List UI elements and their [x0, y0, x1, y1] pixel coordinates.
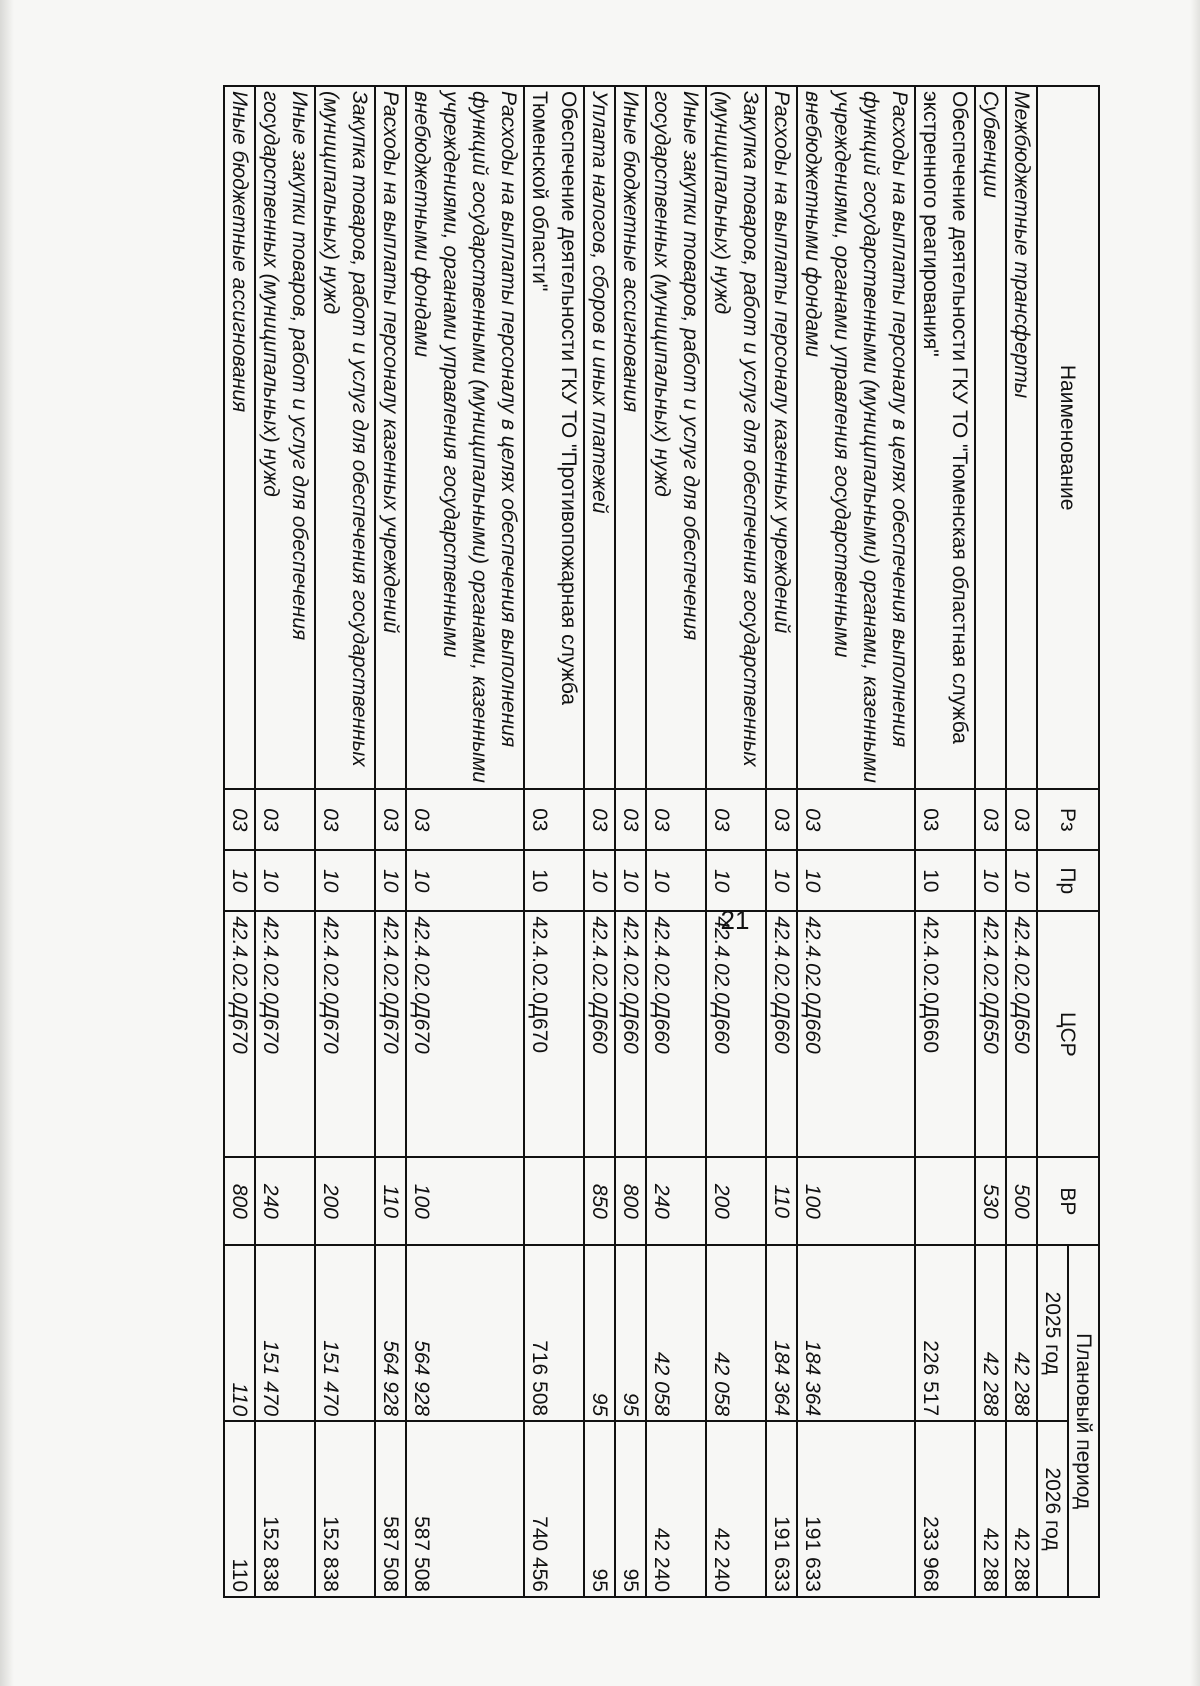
cell-vr: 850 — [584, 1157, 615, 1245]
cell-v2025: 42 058 — [646, 1245, 706, 1421]
cell-pr: 10 — [615, 850, 646, 911]
cell-rz: 03 — [797, 789, 915, 850]
page-number: 21 — [720, 905, 750, 935]
cell-vr: 100 — [797, 1157, 915, 1245]
cell-pr: 10 — [766, 850, 797, 911]
cell-rz: 03 — [584, 789, 615, 850]
cell-v2026: 42 240 — [706, 1421, 766, 1597]
budget-table — [223, 85, 1100, 1598]
cell-v2025: 42 058 — [706, 1245, 766, 1421]
cell-csr: 42.4.02.0Д650 — [1006, 911, 1037, 1157]
table-row — [524, 86, 584, 1597]
cell-vr — [915, 1157, 975, 1245]
cell-pr: 10 — [224, 850, 255, 911]
cell-rz: 03 — [315, 789, 375, 850]
cell-v2026: 740 456 — [524, 1421, 584, 1597]
cell-vr: 110 — [375, 1157, 406, 1245]
cell-name: Закупка товаров, работ и услуг для обеспечения государственных (муниципальных) нужд — [315, 86, 375, 789]
scan-edge-left — [0, 0, 14, 1686]
cell-rz: 03 — [255, 789, 315, 850]
cell-v2025: 151 470 — [255, 1245, 315, 1421]
cell-v2026: 191 633 — [797, 1421, 915, 1597]
cell-v2026: 587 508 — [406, 1421, 524, 1597]
cell-v2026: 95 — [615, 1421, 646, 1597]
cell-rz: 03 — [524, 789, 584, 850]
cell-csr: 42.4.02.0Д670 — [406, 911, 524, 1157]
cell-rz: 03 — [766, 789, 797, 850]
cell-csr: 42.4.02.0Д660 — [797, 911, 915, 1157]
cell-vr: 110 — [766, 1157, 797, 1245]
cell-csr: 42.4.02.0Д670 — [524, 911, 584, 1157]
cell-v2026: 152 838 — [315, 1421, 375, 1597]
header-csr: ЦСР — [1037, 911, 1099, 1157]
cell-pr: 10 — [315, 850, 375, 911]
cell-pr: 10 — [646, 850, 706, 911]
cell-csr: 42.4.02.0Д660 — [915, 911, 975, 1157]
cell-rz: 03 — [224, 789, 255, 850]
cell-pr: 10 — [797, 850, 915, 911]
scan-edge-right — [1190, 0, 1200, 1686]
table-row — [406, 86, 524, 1597]
cell-v2025: 42 288 — [975, 1245, 1006, 1421]
header-vr: ВР — [1037, 1157, 1099, 1245]
cell-pr: 10 — [915, 850, 975, 911]
cell-vr: 200 — [315, 1157, 375, 1245]
header-pr: Пр — [1037, 850, 1099, 911]
cell-csr: 42.4.02.0Д670 — [375, 911, 406, 1157]
cell-name: Иные бюджетные ассигнования — [224, 86, 255, 789]
cell-name: Расходы на выплаты персоналу казенных учреждений — [375, 86, 406, 789]
table-row — [584, 86, 615, 1597]
cell-pr: 10 — [975, 850, 1006, 911]
header-name: Наименование — [1037, 86, 1099, 789]
cell-csr: 42.4.02.0Д660 — [706, 911, 766, 1157]
cell-vr: 530 — [975, 1157, 1006, 1245]
header-rz: Рз — [1037, 789, 1099, 850]
cell-rz: 03 — [915, 789, 975, 850]
cell-rz: 03 — [615, 789, 646, 850]
cell-rz: 03 — [706, 789, 766, 850]
cell-v2026: 152 838 — [255, 1421, 315, 1597]
cell-v2025: 184 364 — [766, 1245, 797, 1421]
cell-name: Расходы на выплаты персоналу в целях обеспечения выполнения функций государственными (муниципальными) органами, казенными учреждениями, органами управления государственными внебюджетными фондами — [406, 86, 524, 789]
cell-csr: 42.4.02.0Д660 — [646, 911, 706, 1157]
table-row — [797, 86, 915, 1597]
cell-rz: 03 — [975, 789, 1006, 850]
cell-vr: 240 — [646, 1157, 706, 1245]
header-2026: 2026 год — [1037, 1421, 1068, 1597]
cell-name: Закупка товаров, работ и услуг для обеспечения государственных (муниципальных) нужд — [706, 86, 766, 789]
cell-name: Обеспечение деятельности ГКУ ТО "Противопожарная служба Тюменской области" — [524, 86, 584, 789]
cell-vr: 800 — [615, 1157, 646, 1245]
table-row — [975, 86, 1006, 1597]
cell-csr: 42.4.02.0Д660 — [766, 911, 797, 1157]
table-row — [646, 86, 706, 1597]
cell-name: Субвенции — [975, 86, 1006, 789]
header-2025: 2025 год — [1037, 1245, 1068, 1421]
cell-pr: 10 — [255, 850, 315, 911]
cell-csr: 42.4.02.0Д670 — [315, 911, 375, 1157]
table-row — [1006, 86, 1037, 1597]
rotated-page — [75, 85, 1100, 1598]
table-body — [224, 86, 1037, 1597]
cell-name: Уплата налогов, сборов и иных платежей — [584, 86, 615, 789]
cell-name: Межбюджетные трансферты — [1006, 86, 1037, 789]
cell-pr: 10 — [1006, 850, 1037, 911]
cell-v2026: 110 — [224, 1421, 255, 1597]
cell-vr: 100 — [406, 1157, 524, 1245]
cell-v2025: 42 288 — [1006, 1245, 1037, 1421]
cell-csr: 42.4.02.0Д660 — [615, 911, 646, 1157]
table-row — [224, 86, 255, 1597]
cell-v2025: 716 508 — [524, 1245, 584, 1421]
cell-v2025: 564 928 — [406, 1245, 524, 1421]
cell-rz: 03 — [375, 789, 406, 850]
cell-pr: 10 — [584, 850, 615, 911]
table-row — [766, 86, 797, 1597]
cell-csr: 42.4.02.0Д670 — [224, 911, 255, 1157]
cell-pr: 10 — [706, 850, 766, 911]
cell-vr: 800 — [224, 1157, 255, 1245]
cell-name: Иные закупки товаров, работ и услуг для обеспечения государственных (муниципальных) нужд — [646, 86, 706, 789]
cell-vr: 200 — [706, 1157, 766, 1245]
cell-pr: 10 — [406, 850, 524, 911]
cell-v2025: 226 517 — [915, 1245, 975, 1421]
cell-vr: 240 — [255, 1157, 315, 1245]
cell-rz: 03 — [406, 789, 524, 850]
cell-pr: 10 — [375, 850, 406, 911]
cell-v2026: 42 288 — [1006, 1421, 1037, 1597]
cell-name: Расходы на выплаты персоналу в целях обеспечения выполнения функций государственными (муниципальными) органами, казенными учреждениями, органами управления государственными внебюджетными фондами — [797, 86, 915, 789]
cell-rz: 03 — [1006, 789, 1037, 850]
cell-name: Расходы на выплаты персоналу казенных учреждений — [766, 86, 797, 789]
header-period: Плановый период — [1068, 1245, 1099, 1597]
table-row — [706, 86, 766, 1597]
cell-v2025: 151 470 — [315, 1245, 375, 1421]
cell-v2026: 191 633 — [766, 1421, 797, 1597]
cell-rz: 03 — [646, 789, 706, 850]
cell-csr: 42.4.02.0Д670 — [255, 911, 315, 1157]
cell-vr — [524, 1157, 584, 1245]
cell-csr: 42.4.02.0Д650 — [975, 911, 1006, 1157]
cell-v2025: 110 — [224, 1245, 255, 1421]
cell-v2026: 42 240 — [646, 1421, 706, 1597]
cell-v2026: 587 508 — [375, 1421, 406, 1597]
cell-pr: 10 — [524, 850, 584, 911]
cell-name: Иные бюджетные ассигнования — [615, 86, 646, 789]
table-row — [615, 86, 646, 1597]
cell-vr: 500 — [1006, 1157, 1037, 1245]
cell-v2026: 95 — [584, 1421, 615, 1597]
table-row — [375, 86, 406, 1597]
table-row — [915, 86, 975, 1597]
table-row — [315, 86, 375, 1597]
cell-v2025: 564 928 — [375, 1245, 406, 1421]
cell-v2025: 95 — [615, 1245, 646, 1421]
cell-v2026: 42 288 — [975, 1421, 1006, 1597]
table-row — [255, 86, 315, 1597]
cell-v2026: 233 968 — [915, 1421, 975, 1597]
cell-name: Обеспечение деятельности ГКУ ТО "Тюменская областная служба экстренного реагирования" — [915, 86, 975, 789]
cell-v2025: 184 364 — [797, 1245, 915, 1421]
cell-csr: 42.4.02.0Д660 — [584, 911, 615, 1157]
cell-v2025: 95 — [584, 1245, 615, 1421]
cell-name: Иные закупки товаров, работ и услуг для обеспечения государственных (муниципальных) нужд — [255, 86, 315, 789]
